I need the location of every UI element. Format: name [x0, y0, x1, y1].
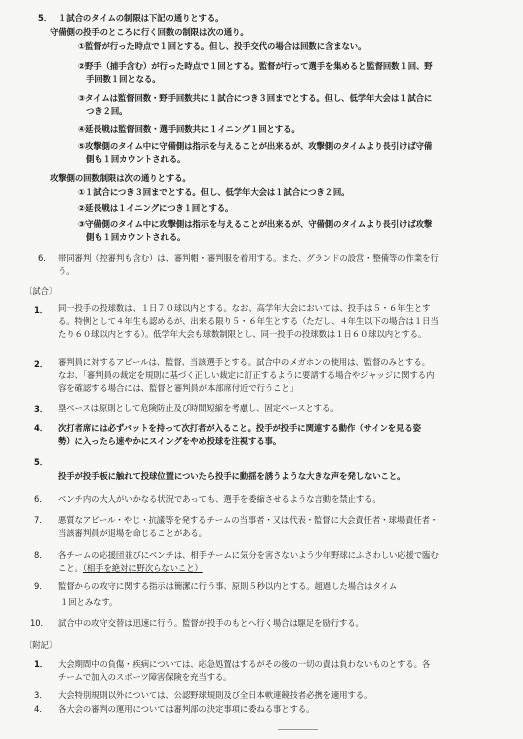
offense-item: ②延長戦は１イニングにつき１回とする。 [78, 203, 234, 213]
defense-item: ①監督が行った時点で１回とする。但し、投手交代の場合は回数に含まない。 [78, 41, 367, 51]
defense-intro: 守備側の投手のところに行く回数の制限は次の通り。 [50, 27, 249, 37]
game-item-line: 悪質なアピール・やじ・抗議等を発するチームの当事者・又は代表・監督に大会責任者・球場責任者・ [58, 515, 439, 525]
game-item-line: １回とみなす。 [60, 597, 118, 607]
offense-item: ①１試合につき３回までとする。但し、低学年大会は１試合につき２回。 [78, 187, 350, 197]
game-item-line: 当該審判員が退場を命じることがある。 [58, 528, 207, 538]
game-item-number: 9． [34, 581, 48, 591]
page-footer-mark [278, 729, 318, 730]
section6-number: 6． [38, 253, 52, 263]
appendix-item-number: 1． [34, 659, 49, 669]
game-item-line: る。特例として４年生も認めるが、出来る限り５・６年生とする（ただし、４年生以下の場合は１日当 [58, 316, 439, 326]
offense-item: ③守備側のタイム中に攻撃側は指示を与えることが出来るが、守備側のタイムより長引けば攻撃 [78, 219, 433, 229]
game-item-number: 7． [34, 515, 48, 525]
game-item-line: たり６０球以内とする）。低学年大会も球数制限とし、同一投手の投球数は１日６０球以内とする。 [58, 329, 427, 339]
game-item-line: 審判員に対するアピールは、監督、当該選手とする。試合中のメガホンの使用は、監督のみとする。 [58, 357, 430, 367]
game-item-line: 同一投手の投球数は、１日７０球以内とする。なお、高学年大会においては、投手は５・６年生とす [58, 303, 431, 313]
defense-item-cont: 手回数１回となる。 [86, 74, 161, 84]
section6-line: う。 [58, 266, 75, 276]
game-item-line-with-note [58, 563, 203, 574]
offense-item-cont: 側も１回カウントされる。 [86, 232, 186, 242]
appendix-item-line: 大会期間中の負傷・疾病については、応急処置はするがその後の一切の責は負わないものとする。各 [58, 659, 431, 669]
game-item-number: 10． [30, 618, 49, 628]
game-item-number: 4． [34, 423, 49, 433]
defense-item-cont: 側も１回カウントされる。 [86, 154, 186, 164]
underlined-note: （相手を絶対に野次らないこと） [82, 563, 203, 573]
game-item-number: 2． [34, 359, 49, 369]
game-item-line: 塁ベースは原則として危険防止及び時間短縮を考慮し、固定ベースとする。 [58, 403, 339, 413]
game-heading: 〔試合〕 [24, 286, 58, 296]
game-item-number: 1． [34, 305, 49, 315]
game-item-number: 3． [34, 404, 49, 414]
game-item-number: 8． [34, 550, 48, 560]
game-item-line: 監督からの攻守に関する指示は簡潔に行う事、原則５秒以内とする。超過した場合はタイム [58, 581, 398, 591]
appendix-item-line: 大会特別規則以外については、公認野球規則及び全日本軟連競技者必携を適用する。 [58, 690, 373, 700]
game-item-line: 容を確認する場合には、監督と審判員が本部席付近で行うこと」 [58, 383, 298, 393]
game-item-line: ベンチ内の大人がいかなる状況であっても、選手を委縮させるような言動を禁止する。 [58, 494, 381, 504]
game-item-line: 試合中の攻守交替は迅速に行う。監督が投手のもとへ行く場合は駆足を励行する。 [58, 618, 364, 628]
game-item-line: 勢）に入ったら速やかにスイングをやめ投球を注視する事。 [58, 436, 282, 446]
appendix-item-line: チームで加入のスポーツ障害保険を充当する。 [58, 672, 232, 682]
game-item-number: 6． [34, 494, 48, 504]
section5-number: 5． [38, 13, 53, 23]
game-item-line: 投手が投手板に触れて投球位置についたら投手に動揺を誘うような大きな声を発しないこと。 [58, 471, 406, 481]
game-item-line: 各チームの応援団並びにベンチは、相手チームに気分を害さないよう少年野球にふさわしい応援で臨む [58, 550, 439, 560]
appendix-heading: 〔附記〕 [24, 640, 58, 650]
defense-item-cont: つき２回。 [86, 106, 128, 116]
appendix-item-number: 4． [34, 704, 48, 714]
appendix-item-number: 3． [34, 690, 48, 700]
defense-item: ④延長戦は監督回数・選手回数共に１イニング１回とする。 [78, 124, 300, 134]
defense-item: ②野手（捕手含む）が行った時点で１回とする。監督が行って選手を集めると監督回数１回、野 [78, 61, 433, 71]
game-item-line: 次打者席には必ずバットを持って次打者が入ること。投手が投手に関連する動作（サインを見る姿 [58, 423, 421, 433]
section6-line: 帯同審判（控審判も含む）は、審判帽・審判服を着用する。また、グランドの設営・整備等の作業を行 [58, 253, 439, 263]
section5-title: １試合のタイムの制限は下記の通りとする。 [58, 13, 224, 23]
game-item-line: なお、「審判員の裁定を規則に基づく正しい裁定に訂正するように要請する場合やジャッジに関する内 [58, 370, 435, 380]
appendix-item-line: 各大会の審判の運用については審判部の決定事項に委ねる事とする。 [58, 704, 315, 714]
section5-heading [38, 13, 223, 24]
game-item-text: こと。 [58, 563, 83, 573]
defense-item: ③タイムは監督回数・野手回数共に１試合につき３回までとする。但し、低学年大会は１試合に [78, 93, 433, 103]
game-item-number: 5． [34, 457, 49, 467]
offense-intro: 攻撃側の回数制限は次の通りとする。 [50, 173, 191, 183]
defense-item: ⑤攻撃側のタイム中に守備側は指示を与えることが出来るが、攻撃側のタイムより長引けば守備 [78, 141, 433, 151]
